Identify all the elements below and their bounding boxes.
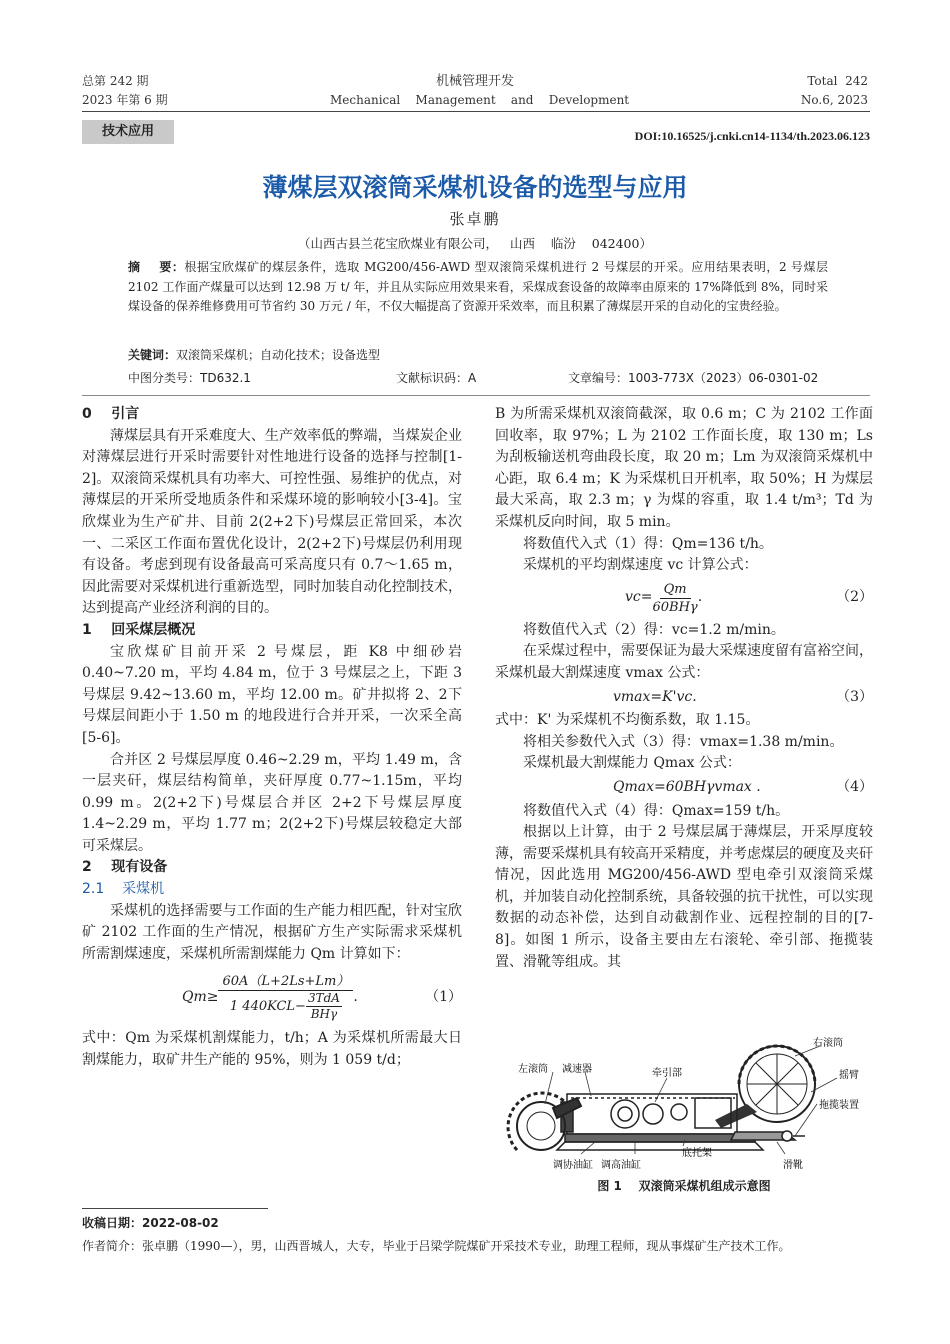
figure-1 bbox=[495, 1032, 873, 1174]
heading-equipment: 2 现有设备 bbox=[82, 859, 168, 876]
eq1-lhs: Qm≥ bbox=[182, 989, 219, 1006]
shearer-diagram bbox=[495, 1032, 873, 1174]
eq1-denominator-a: 1 440KCL− bbox=[229, 999, 306, 1015]
label-adjust-cylinder: 调协油缸 bbox=[553, 1160, 593, 1171]
para-where-1: 式中：Qm 为采煤机割煤能力，t/h；A 为采煤机所需最大日割煤能力，取矿井生产能的 95%，则为 1 059 t/d； bbox=[82, 1030, 462, 1069]
para-selection: 根据以上计算，由于 2 号煤层属于薄煤层，开采厚度较薄，需要采煤机具有较高开采精度，并考虑煤层的硬度及夹矸情况，因此选用 MG200/456-AWD 型电牵引双滚筒采煤机，并加装自动化控制系统，具备较强的抗干扰性，可以实现数据的动态补偿，达到自动截割作业、远程控制的目的[7-8]。如图 1 所示，设备主要由左右滚轮、牵引部、拖揽装置、滑靴等组成。其 bbox=[495, 824, 873, 970]
eq2-numerator: Qm bbox=[660, 581, 691, 599]
keywords-text: 双滚筒采煤机；自动化技术；设备选型 bbox=[176, 348, 381, 362]
para-result-1: 将数值代入式（1）得：Qm=136 t/h。 bbox=[523, 535, 773, 552]
issue-total: 总第 242 期 bbox=[82, 74, 149, 88]
label-rocker: 摇臂 bbox=[839, 1070, 859, 1081]
eq1-denominator bbox=[230, 991, 342, 1022]
journal-name-cn: 机械管理开发 bbox=[435, 74, 514, 89]
journal-name bbox=[330, 72, 630, 110]
label-shoe: 滑靴 bbox=[783, 1160, 803, 1171]
eq1-fraction bbox=[218, 973, 353, 1022]
abstract-label: 摘 要： bbox=[128, 260, 185, 274]
para-result-2: 将数值代入式（2）得：vc=1.2 m/min。 bbox=[523, 621, 785, 638]
equation-1: Qm≥ 60A（L+2Ls+Lm） 1 440KCL− 3TdA BHγ . （1） bbox=[182, 974, 462, 1022]
eq2-lhs: vc= bbox=[625, 589, 653, 606]
eq2-denominator: 60BHγ bbox=[652, 599, 698, 615]
label-height-cylinder: 调高油缸 bbox=[601, 1160, 641, 1171]
footnote-rule bbox=[82, 1208, 268, 1209]
para-max-speed: 在采煤过程中，需要保证为最大采煤速度留有富裕空间，采煤机最大割煤速度 vmax 公式： bbox=[495, 643, 873, 681]
doi: DOI:10.16525/j.cnki.cn14-1134/th.2023.06.123 bbox=[634, 129, 870, 143]
author-bio: 作者简介：张卓鹏（1990—），男，山西晋城人，大专，毕业于吕梁学院煤矿开采技术专业，助理工程师，现从事煤矿生产技术工作。 bbox=[82, 1239, 791, 1253]
eq2-fraction bbox=[652, 581, 697, 616]
eq3-number: （3） bbox=[836, 688, 873, 705]
cable-device-shape bbox=[731, 1131, 805, 1141]
label-right-drum: 右滚筒 bbox=[813, 1038, 843, 1049]
author: 张卓鹏 bbox=[449, 210, 501, 228]
left-column bbox=[82, 404, 462, 1072]
para-shearer: 采煤机的选择需要与工作面的生产能力相匹配，针对宝欣矿 2102 工作面的生产情况，根据矿方生产实际需求采煤机所需割煤速度，采煤机所需割煤能力 Qm 计算如下： bbox=[82, 902, 462, 962]
label-base: 底托架 bbox=[682, 1148, 712, 1159]
heading-intro: 0 引言 bbox=[82, 406, 140, 422]
eq4-number: （4） bbox=[836, 778, 873, 795]
received-date bbox=[82, 1214, 219, 1231]
label-traction: 牵引部 bbox=[652, 1068, 682, 1079]
right-column bbox=[495, 404, 873, 973]
header-rule bbox=[82, 111, 870, 112]
para-variables: B 为所需采煤机双滚筒截深，取 0.6 m；C 为 2102 工作面回收率，取 97%；L 为 2102 工作面长度，取 130 m；Ls 为刮板输送机弯曲段长度，取 20 m；Lm 为双滚筒采煤机中心距，取 6.4 m；K 为采煤机日开机率，取 50%；H 为煤层最大采高，取 2.3 m；γ 为煤的容重，取 1.4 t/m³；Td 为采煤机反向时间，取 5 min。 bbox=[495, 406, 873, 530]
para-max-capacity: 采煤机最大割煤能力 Qmax 公式： bbox=[523, 755, 741, 772]
eq1-inner-den: BHγ bbox=[310, 1007, 338, 1022]
heading-seam: 1 回采煤层概况 bbox=[82, 621, 196, 638]
eq2-number: （2） bbox=[836, 589, 873, 606]
para-seam-2: 合并区 2 号煤层厚度 0.46~2.29 m，平均 1.49 m，含一层夹矸，煤层结构简单，夹矸厚度 0.77~1.15m，平均 0.99 m。2(2+2下)号煤层合并区 2+2下号煤层厚度 1.4~2.29 m，平均 1.77 m；2(2+2下)号煤层较稳定大部可采煤层。 bbox=[82, 751, 462, 854]
eq4-body: Qmax=60BHγvmax . bbox=[613, 778, 761, 795]
equation-3 bbox=[495, 687, 873, 709]
heading-shearer: 2.1 采煤机 bbox=[82, 881, 165, 898]
affiliation: （山西古县兰花宝欣煤业有限公司， 山西 临汾 042400） bbox=[298, 236, 652, 251]
issue-info bbox=[82, 72, 168, 110]
para-k-factor: 式中：K' 为采煤机不均衡系数，取 1.15。 bbox=[495, 712, 760, 729]
equation-2: vc= Qm 60BHγ . （2） bbox=[625, 581, 873, 615]
label-left-drum: 左滚筒 bbox=[518, 1064, 548, 1075]
eq1-number: （1） bbox=[425, 989, 462, 1006]
eq1-inner-num: 3TdA bbox=[307, 991, 340, 1006]
eq1-numerator: 60A（L+2Ls+Lm） bbox=[218, 973, 353, 991]
article-title: 薄煤层双滚筒采煤机设备的选型与应用 bbox=[262, 173, 688, 202]
issue-info-en bbox=[801, 72, 868, 110]
para-seam-1: 宝欣煤矿目前开采 2 号煤层，距 K8 中细砂岩 0.40~7.20 m，平均 4.84 m，位于 3 号煤层之上，下距 3 号煤层 9.42~13.60 m，平均 12.00 m。矿井拟将 2、2下号煤层间距小于 1.50 m 的地段进行合并开采，一次采全高[5-6]。 bbox=[82, 643, 462, 746]
para-result-4: 将数值代入式（4）得：Qmax=159 t/h。 bbox=[523, 802, 790, 819]
keywords bbox=[128, 346, 828, 366]
figure-1-caption: 图 1 双滚筒采煤机组成示意图 bbox=[597, 1179, 771, 1193]
label-reducer: 减速器 bbox=[562, 1064, 592, 1075]
eq1-inner-fraction bbox=[306, 991, 342, 1022]
rocker-arm-shape bbox=[715, 1104, 757, 1128]
issue-total-en: Total 242 bbox=[807, 74, 868, 88]
abstract-text: 根据宝欣煤矿的煤层条件，选取 MG200/456-AWD 型双滚筒采煤机进行 2 号煤层的开采。应用结果表明，2 号煤层 2102 工作面产煤量可以达到 12.98 万 t/ 年，并且从实际应用效果来看，采煤成套设备的故障率由原来的 17%降低到 8%，同时采煤设备的保养维修费用可节省约 30 万元 / 年，不仅大幅提高了资源开采效率，而且积累了薄煤层开采的自动化的宝贵经验。 bbox=[128, 260, 828, 313]
title-rule bbox=[82, 395, 870, 396]
keywords-label: 关键词： bbox=[128, 348, 177, 362]
equation-4 bbox=[495, 777, 873, 799]
doc-code: 文献标识码：A bbox=[396, 371, 477, 385]
label-cable: 拖揽装置 bbox=[819, 1100, 859, 1111]
clc-number: 中图分类号：TD632.1 bbox=[128, 371, 251, 385]
section-tag: 技术应用 bbox=[82, 120, 174, 144]
para-intro: 薄煤层具有开采难度大、生产效率低的弊端，当煤炭企业对薄煤层进行开采时需要针对性地进行设备的选择与控制[1-2]。双滚筒采煤机具有功率大、可控性强、易维护的优点，对薄煤层的开采所受地质条件和采煤环境的影响较小[3-4]。宝欣煤业为生产矿井、目前 2(2+2下)号煤层正常回采，本次一、二采区工作面布置优化设计，2(2+2下)号煤层仍利用现有设备。考虑到现有设备最高可采高度只有 0.7～1.65 m，因此需要对采煤机进行重新选型，同时加装自动化控制技术，达到提高产业经济利润的目的。 bbox=[82, 427, 462, 617]
journal-name-en: Mechanical Management and Development bbox=[330, 93, 630, 107]
abstract bbox=[128, 258, 828, 317]
para-speed: 采煤机的平均割煤速度 vc 计算公式： bbox=[523, 557, 758, 574]
para-result-3: 将相关参数代入式（3）得：vmax=1.38 m/min。 bbox=[523, 733, 844, 750]
issue-number-en: No.6, 2023 bbox=[800, 93, 868, 107]
eq3-body: vmax=K'vc. bbox=[613, 688, 697, 705]
issue-year: 2023 年第 6 期 bbox=[82, 93, 168, 107]
article-number: 文章编号：1003-773X（2023）06-0301-02 bbox=[568, 371, 819, 385]
received-text: 收稿日期：2022-08-02 bbox=[82, 1216, 219, 1230]
